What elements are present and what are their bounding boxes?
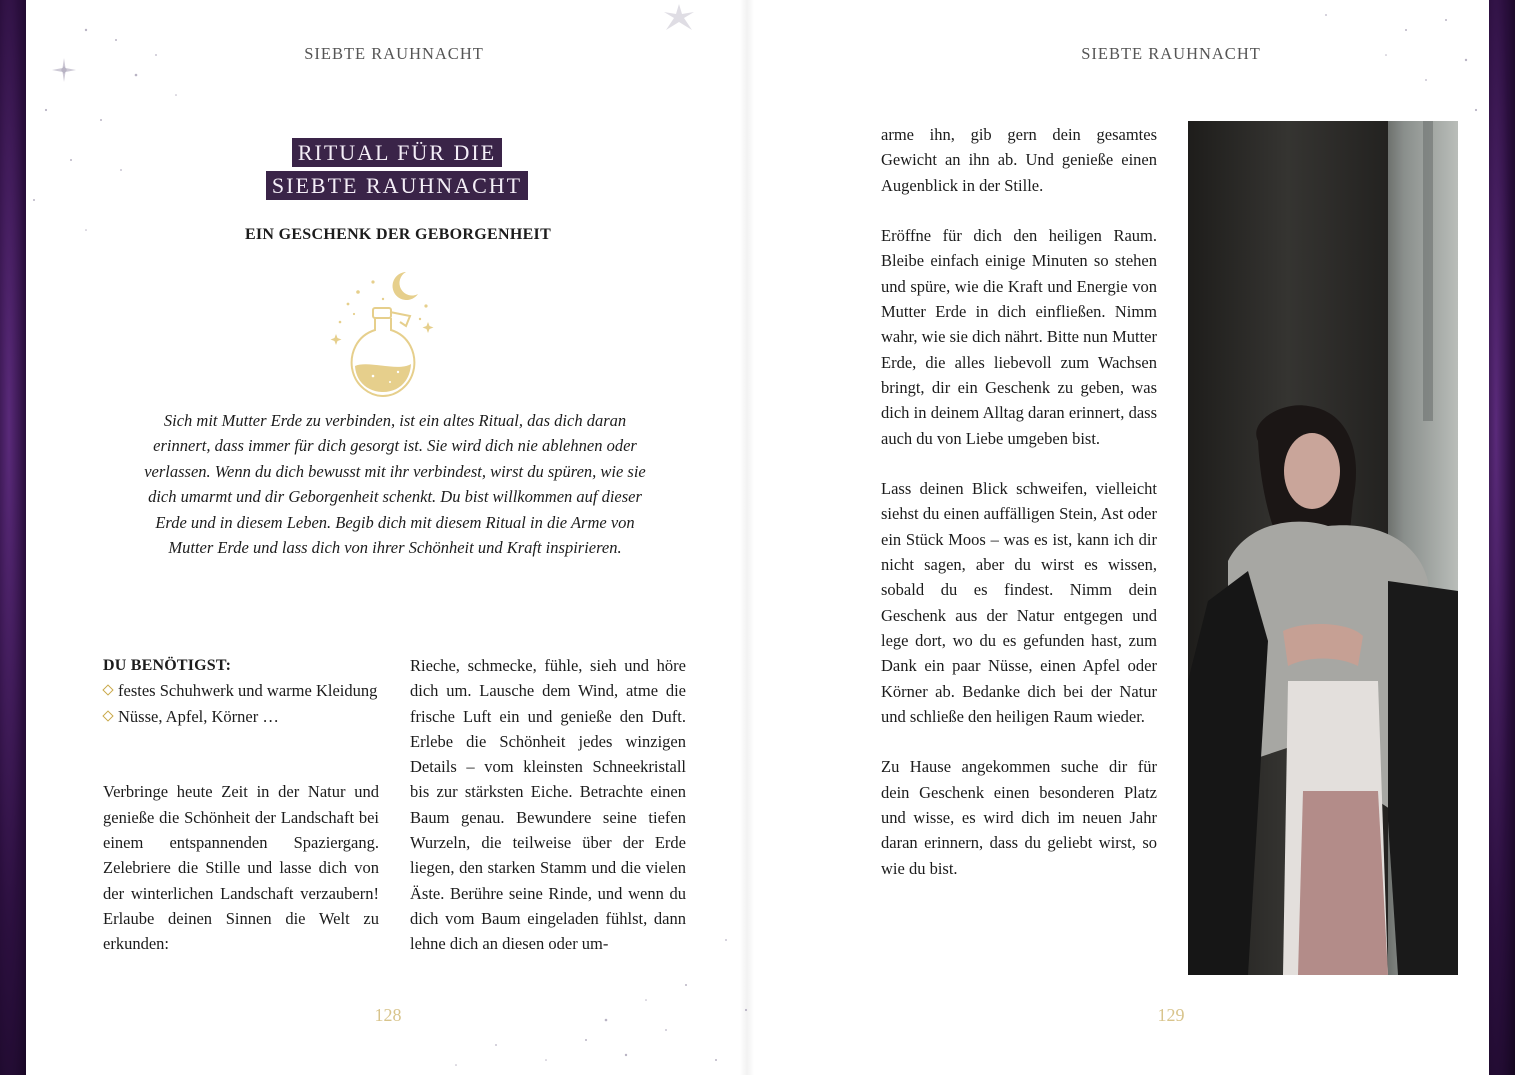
book-spread: [26, 0, 1489, 1075]
galaxy-background-right: [1488, 0, 1515, 1075]
intro-paragraph: [134, 408, 656, 560]
woman-leaning-on-tree-photo: [1188, 121, 1458, 975]
running-header-right: SIEBTE RAUHNACHT: [1081, 44, 1261, 63]
list-item: festes Schuhwerk und warme Kleidung: [103, 678, 379, 703]
star-icon: [52, 58, 76, 82]
text-column-1: [103, 653, 379, 957]
diamond-bullet-icon: [102, 685, 113, 696]
potion-bottle-icon: [328, 264, 438, 400]
body-paragraph: Lass deinen Blick schweifen, vielleicht siehst du einen auffälligen Stein, Ast oder ein Stück Moos – was es ist, kann ich dir nicht sagen, aber du wirst es wissen, sobald du es findest. Nimm dein Geschenk aus der Natur entgegen und lege dort, wo du es gefunden hast, zum Dank ein paar Nüsse, einen Apfel oder Körner ab. Bedanke dich bei der Natur und schließe den heiligen Raum wieder.: [881, 479, 1157, 726]
needs-list: [103, 678, 379, 729]
title-line-1: RITUAL FÜR DIE: [292, 138, 502, 167]
diamond-bullet-icon: [102, 710, 113, 721]
intro-text: Sich mit Mutter Erde zu verbinden, ist ein altes Ritual, das dich daran erinnert, dass immer für dich gesorgt ist. Sie wird dich nie ablehnen oder verlassen. Wenn du dich bewusst mit ihr verbindest, wirst du spüren, wie sie dich umarmt und dir Geborgenheit schenkt. Du bist willkommen auf dieser Erde und in diesem Leben. Begib dich mit diesem Ritual in die Arme von Mutter Erde und lass dich von ihrer Schönheit und Kraft inspirieren.: [144, 411, 646, 558]
page-number-left: 128: [374, 1005, 402, 1025]
text-column-3: [881, 122, 1157, 881]
body-paragraph: Eröffne für dich den heiligen Raum. Bleibe einfach einige Minuten so stehen und spüre, wie die Kraft und Energie von Mutter Erde in dich einfließen. Nimm wahr, wie sie dich nährt. Bitte nun Mutter Erde, die alles liebevoll zum Wachsen bringt, dir ein Geschenk zu geben, was dich in deinem Alltag daran erinnert, dass auch du von Liebe umgeben bist.: [881, 226, 1157, 448]
ritual-title: [264, 138, 530, 204]
page-number-right: 129: [1157, 1005, 1185, 1025]
running-header-left: SIEBTE RAUHNACHT: [304, 44, 484, 63]
body-paragraph: Verbringe heute Zeit in der Natur und genieße die Schönheit der Landschaft bei einem entspannenden Spaziergang. Zelebriere die Stille und lasse dich von der winterlichen Landschaft verzaubern! Erlaube deinen Sinnen die Welt zu erkunden:: [103, 782, 379, 954]
body-paragraph: Zu Hause angekommen suche dir für dein Geschenk einen besonderen Platz und wisse, es wird dich im neuen Jahr daran erinnern, dass du geliebt wirst, so wie du bist.: [881, 757, 1157, 878]
moon-icon: [393, 272, 418, 300]
star-icon: [664, 4, 694, 30]
body-paragraph: arme ihn, gib gern dein gesamtes Gewicht an ihn ab. Und genieße einen Augenblick in der Stille.: [881, 125, 1157, 195]
ritual-subtitle: EIN GESCHENK DER GEBORGENHEIT: [244, 226, 552, 243]
needs-heading: DU BENÖTIGST:: [103, 657, 232, 674]
title-line-2: SIEBTE RAUHNACHT: [266, 171, 528, 200]
body-paragraph: Rieche, schmecke, fühle, sieh und höre dich um. Lausche dem Wind, atme die frische Luft ein und genieße den Duft. Erlebe die Schönheit jedes winzigen Details – vom kleinsten Schneekristall bis zur stärksten Eiche. Betrachte einen Baum genau. Bewundere seine tiefen Wurzeln, die teilweise über der Erde liegen, den starken Stamm und die vielen Äste. Berühre seine Rinde, und wenn du dich vom Baum eingeladen fühlst, dann lehne dich an diesen oder um-: [410, 656, 686, 954]
text-column-2: [410, 653, 686, 957]
list-item: Nüsse, Apfel, Körner …: [103, 704, 379, 729]
